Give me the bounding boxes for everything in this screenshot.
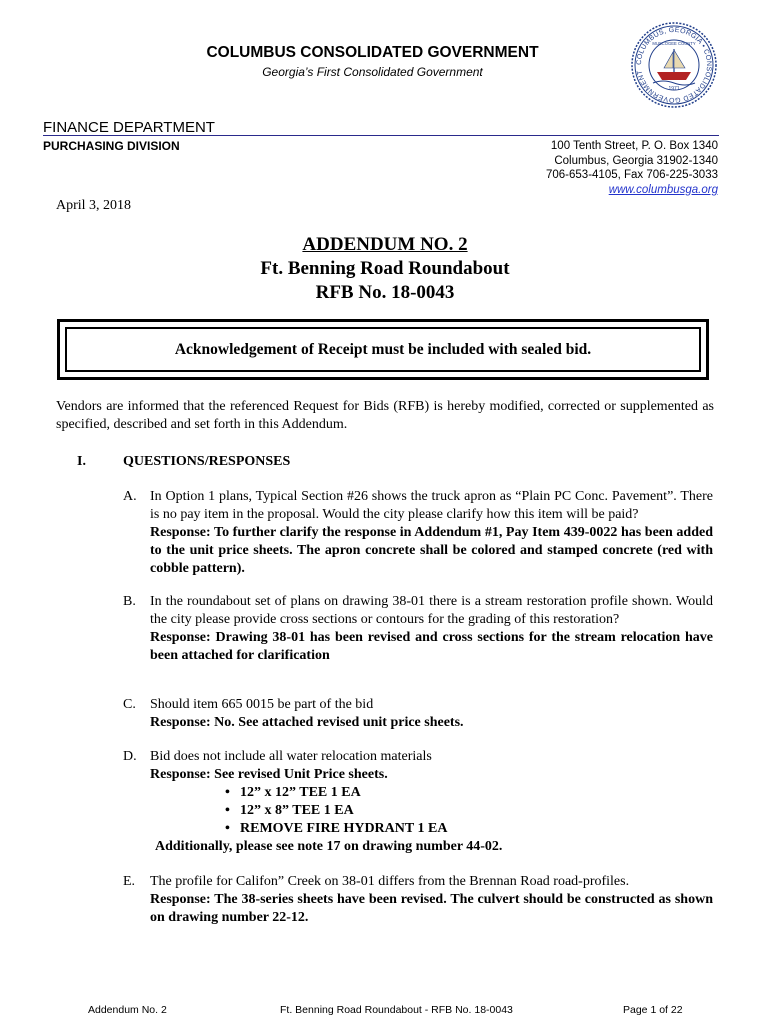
item-response: Response: To further clarify the response in Addendum #1, Pay Item 439-0022 has been added to the unit price sheets. The apron concrete shall be colored and stamped concrete (red with cobble pattern).: [150, 525, 713, 576]
seal-graphic: [631, 22, 717, 108]
footer-page-number: Page 1 of 22: [623, 1004, 683, 1016]
intro-paragraph: Vendors are informed that the referenced Request for Bids (RFB) is hereby modified, corrected or supplemented as specified, described and set forth in this Addendum.: [56, 399, 714, 432]
website-link[interactable]: www.columbusga.org: [608, 183, 718, 196]
section-number: I.: [77, 454, 86, 469]
question-item-b: [123, 593, 713, 665]
item-question: Should item 665 0015 be part of the bid: [150, 697, 374, 712]
project-name: Ft. Benning Road Roundabout: [260, 258, 510, 279]
item-response: Response: No. See attached revised unit price sheets.: [150, 715, 464, 730]
org-title: COLUMBUS CONSOLIDATED GOVERNMENT: [206, 44, 539, 61]
list-item: • REMOVE FIRE HYDRANT 1 EA: [225, 820, 713, 838]
item-response: Response: See revised Unit Price sheets.: [150, 767, 388, 782]
question-item-c: [123, 696, 713, 732]
question-item-e: [123, 873, 713, 927]
org-subtitle: Georgia’s First Consolidated Government: [262, 65, 483, 79]
address-block: [546, 139, 718, 197]
item-response: Response: The 38-series sheets have been revised. The culvert should be constructed as shown on drawing number 22-12.: [150, 892, 713, 925]
footer-project: Ft. Benning Road Roundabout - RFB No. 18-0043: [280, 1004, 513, 1016]
seal-ring-text: COLUMBUS, GEORGIA • CONSOLIDATED GOVERNMENT: [635, 26, 713, 104]
item-label: A.: [123, 489, 137, 504]
addendum-heading: [0, 233, 770, 305]
seal-year: 1971: [668, 86, 680, 92]
question-item-a: [123, 488, 713, 578]
acknowledgement-box: [57, 319, 709, 380]
additional-note: Additionally, please see note 17 on drawing number 44-02.: [155, 839, 503, 854]
question-item-d: [123, 748, 713, 856]
footer-addendum: Addendum No. 2: [88, 1004, 167, 1016]
materials-list: [150, 784, 713, 838]
addendum-number: ADDENDUM NO. 2: [302, 234, 468, 255]
list-item: • 12” x 12” TEE 1 EA: [225, 784, 713, 802]
address-line-city: Columbus, Georgia 31902-1340: [554, 154, 718, 167]
item-question: The profile for Califon” Creek on 38-01 differs from the Brennan Road road-profiles.: [150, 874, 630, 889]
item-label: C.: [123, 697, 136, 712]
rfb-number: RFB No. 18-0043: [315, 282, 455, 303]
item-label: D.: [123, 749, 137, 764]
division-name: PURCHASING DIVISION: [43, 139, 180, 153]
item-question: Bid does not include all water relocation materials: [150, 749, 432, 764]
item-label: B.: [123, 594, 136, 609]
item-response: Response: Drawing 38-01 has been revised and cross sections for the stream relocation have been attached for clarification: [150, 630, 713, 663]
department-rule: [43, 135, 719, 136]
section-title: QUESTIONS/RESPONSES: [123, 454, 291, 469]
address-line-street: 100 Tenth Street, P. O. Box 1340: [550, 140, 718, 152]
seal-caption: MUSCOGEE COUNTY: [652, 41, 696, 46]
address-line-phone: 706-653-4105, Fax 706-225-3033: [546, 169, 718, 181]
item-question: In the roundabout set of plans on drawing 38-01 there is a stream restoration profile shown. Would the city please provide cross sections or contours for the grading of this restoration?: [150, 594, 713, 627]
city-seal: [631, 22, 717, 108]
item-label: E.: [123, 874, 136, 889]
acknowledgement-text: Acknowledgement of Receipt must be included with sealed bid.: [174, 340, 592, 358]
department-title: FINANCE DEPARTMENT: [43, 119, 215, 136]
letter-date: April 3, 2018: [56, 198, 132, 213]
list-item: • 12” x 8” TEE 1 EA: [225, 802, 713, 820]
item-question: In Option 1 plans, Typical Section #26 shows the truck apron as “Plain PC Conc. Pavement”. There is no pay item in the proposal. Would the city please clarify how this item will be paid?: [150, 489, 713, 522]
